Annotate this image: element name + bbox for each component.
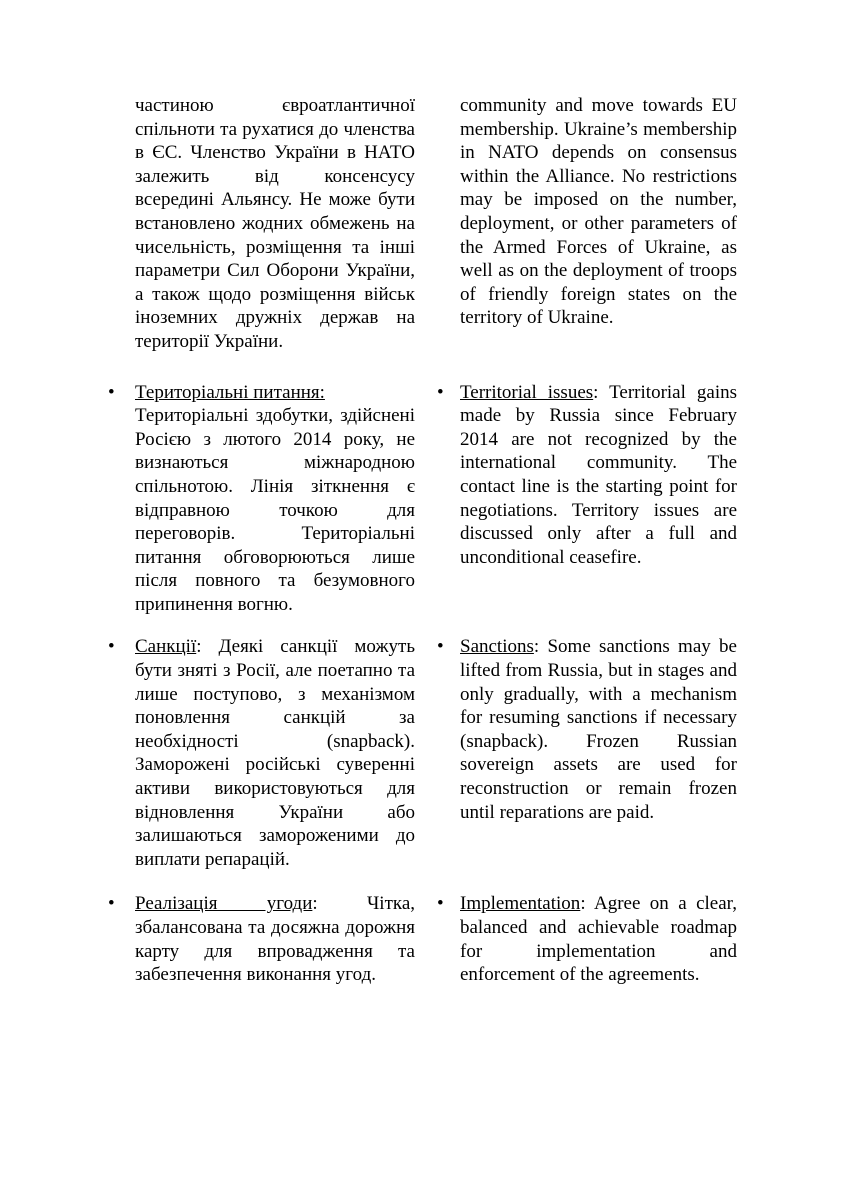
bullet-icon: • (108, 893, 115, 915)
ukrainian-cell (108, 892, 415, 986)
heading-separator: : (580, 893, 594, 915)
item-body-en: Agree on a clear, balanced and achievable roadmap for implementation and enforcement of the agreements. (460, 893, 737, 986)
item-heading-uk: Санкції (135, 636, 197, 658)
item-body-en: Some sanctions may be lifted from Russia, but in stages and only gradually, with a mechanism for resuming sanctions if necessary (snapback). Frozen Russian sovereign assets are used for reconstruction or remain frozen until reparations are paid. (460, 636, 737, 823)
heading-separator: : (196, 636, 219, 658)
ukrainian-cell (108, 381, 415, 617)
bullet-row-territorial (108, 381, 738, 617)
document-content (108, 94, 738, 987)
item-heading-en: Implementation (460, 893, 581, 915)
paragraph-en (460, 94, 737, 330)
paragraph-en (460, 892, 737, 986)
heading-separator: : (593, 381, 610, 403)
english-cell (437, 635, 737, 824)
english-cell (437, 892, 737, 986)
item-body-uk: частиною євроатлантичної спільноти та рухатися до членства в ЄС. Членство України в НАТО залежить від консенсусу всередині Альянсу. Не може бути встановлено жодних обмежень на чисельність, розміщення та інші параметри Сил Оборони України, а також щодо розміщення військ іноземних дружніх держав на території України. (135, 95, 415, 352)
ukrainian-cell (108, 635, 415, 871)
paragraph-uk (135, 635, 415, 871)
heading-separator: : (312, 893, 367, 915)
item-body-en: Territorial gains made by Russia since February 2014 are not recognized by the international community. The contact line is the starting point for negotiations. Territory issues are discussed only after a full and unconditional ceasefire. (460, 381, 738, 568)
item-heading-en: Sanctions (460, 636, 534, 658)
item-heading-en: Territorial issues (460, 381, 594, 403)
english-cell (437, 94, 737, 330)
paragraph-uk (135, 381, 415, 617)
item-body-uk: Чітка, збалансована та досяжна дорожня карту для впровадження та забезпечення виконання угод. (135, 893, 416, 986)
bullet-icon: • (437, 636, 444, 658)
item-body-uk: Територіальні здобутки, здійснені Росією з лютого 2014 року, не визнаються міжнародною спільнотою. Лінія зіткнення є відправною точкою для переговорів. Територіальні питання обговорюються лише після повного та безумовного припинення вогню. (135, 405, 415, 615)
paragraph-uk (135, 94, 415, 354)
paragraph-en (460, 381, 737, 570)
bullet-row-sanctions (108, 635, 738, 871)
item-heading-uk: Реалізація угоди (135, 893, 313, 915)
paragraph-en (460, 635, 737, 824)
bullet-icon: • (108, 381, 115, 403)
bullet-icon: • (437, 381, 444, 403)
bullet-icon: • (108, 636, 115, 658)
item-body-en: community and move towards EU membership. Ukraine’s membership in NATO depends on consensus within the Alliance. No restrictions may be imposed on the number, deployment, or other parameters of the Armed Forces of Ukraine, as well as on the deployment of troops of friendly foreign states on the territory of Ukraine. (460, 95, 737, 329)
paragraph-uk (135, 892, 415, 986)
item-heading-uk: Територіальні питання: (135, 381, 325, 403)
heading-separator: : (533, 636, 548, 658)
continuation-row (108, 94, 738, 354)
ukrainian-cell (108, 94, 415, 354)
bullet-row-implementation (108, 892, 738, 986)
bullet-icon: • (437, 893, 444, 915)
item-body-uk: Деякі санкції можуть бути зняті з Росії, але поетапно та лише поступово, з механізмом поновлення санкцій за необхідності (snapback). Заморожені російські суверенні активи використовуються для відновлення України або залишаються замороженими до виплати репарацій. (135, 636, 416, 870)
english-cell (437, 381, 737, 570)
